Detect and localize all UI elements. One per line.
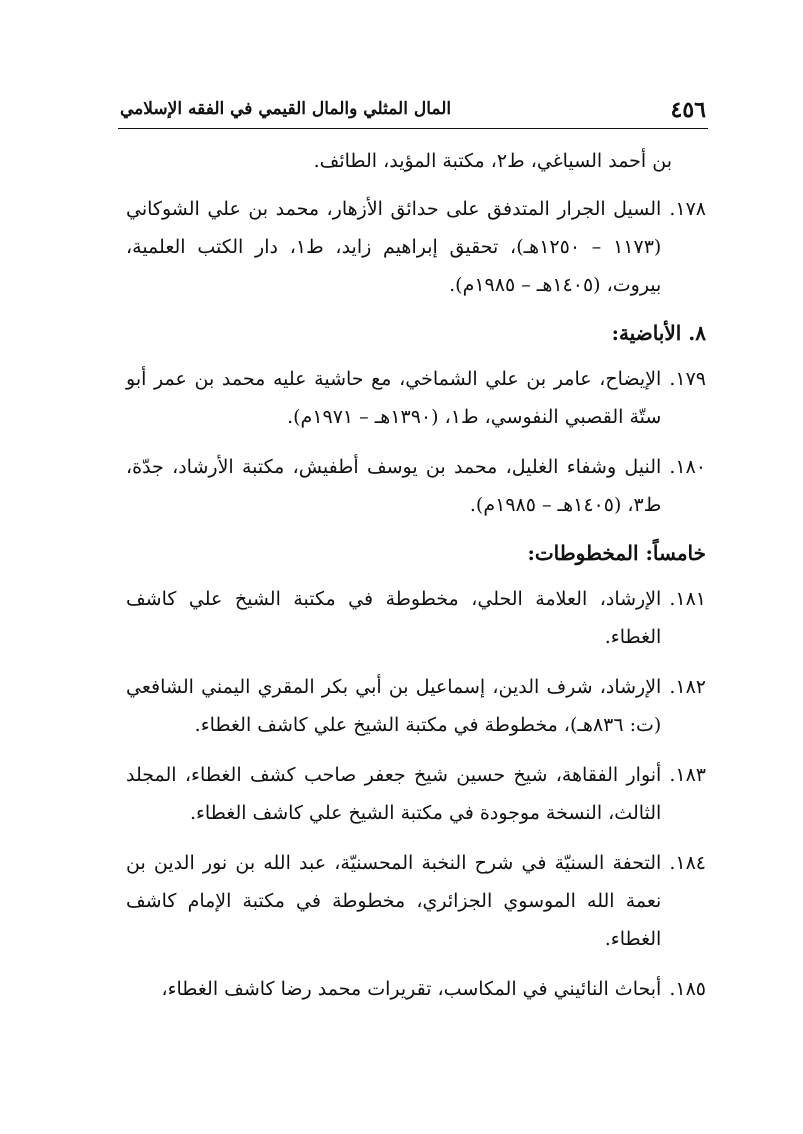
continued-reference-text: بن أحمد السياغي، ط٢، مكتبة المؤيد، الطائف. bbox=[313, 150, 672, 172]
header-rule bbox=[118, 128, 708, 129]
references-list bbox=[126, 142, 706, 1020]
reference-number: ١٧٨. bbox=[669, 198, 706, 220]
reference-number: ١٨١. bbox=[669, 588, 706, 610]
reference-text: السيل الجرار المتدفق على حدائق الأزهار، محمد بن علي الشوكاني (١١٧٣ – ١٢٥٠هـ)، تحقيق إبراهيم زايد، ط١، دار الكتب العلمية، بيروت، (١٤٠٥هـ – ١٩٨٥م). bbox=[126, 198, 662, 296]
reference-item bbox=[126, 756, 706, 832]
reference-text: أنوار الفقاهة، شيخ حسين شيخ جعفر صاحب كشف الغطاء، المجلد الثالث، النسخة موجودة في مكتبة الشيخ علي كاشف الغطاء. bbox=[126, 764, 662, 824]
page-header bbox=[120, 93, 706, 127]
reference-item bbox=[126, 580, 706, 656]
running-title: المال المثلي والمال القيمي في الفقه الإسلامي bbox=[120, 99, 452, 119]
page-number: ٤٥٦ bbox=[670, 97, 706, 123]
reference-text: الإرشاد، شرف الدين، إسماعيل بن أبي بكر المقري اليمني الشافعي (ت: ٨٣٦هـ)، مخطوطة في مكتبة الشيخ علي كاشف الغطاء. bbox=[126, 676, 662, 736]
reference-text: التحفة السنيّة في شرح النخبة المحسنيّة، عبد الله بن نور الدين بن نعمة الله الموسوي الجزائري، مخطوطة في مكتبة الإمام كاشف الغطاء. bbox=[126, 852, 662, 950]
reference-item bbox=[126, 668, 706, 744]
reference-number: ١٨٠. bbox=[669, 456, 706, 478]
reference-item bbox=[126, 360, 706, 436]
reference-number: ١٨٢. bbox=[669, 676, 706, 698]
reference-text: النيل وشفاء الغليل، محمد بن يوسف أطفيش، مكتبة الأرشاد، جدّة، ط٣، (١٤٠٥هـ – ١٩٨٥م). bbox=[126, 456, 662, 516]
reference-text: الإرشاد، العلامة الحلي، مخطوطة في مكتبة الشيخ علي كاشف الغطاء. bbox=[126, 588, 662, 648]
reference-text: أبحاث النائيني في المكاسب، تقريرات محمد رضا كاشف الغطاء، bbox=[161, 978, 662, 1000]
reference-number: ١٧٩. bbox=[669, 368, 706, 390]
reference-item bbox=[126, 448, 706, 524]
reference-number: ١٨٥. bbox=[669, 978, 706, 1000]
section-heading-manuscripts: خامساً: المخطوطات: bbox=[527, 541, 706, 565]
reference-text: الإيضاح، عامر بن علي الشماخي، مع حاشية عليه محمد بن عمر أبو ستّة القصبي النفوسي، ط١، (١٣٩٠هـ – ١٩٧١م). bbox=[126, 368, 662, 428]
reference-number: ١٨٣. bbox=[669, 764, 706, 786]
section-heading-ibadiyya: ٨. الأباضية: bbox=[611, 321, 706, 345]
reference-item bbox=[126, 190, 706, 304]
reference-item bbox=[126, 844, 706, 958]
reference-item bbox=[126, 970, 706, 1008]
reference-number: ١٨٤. bbox=[669, 852, 706, 874]
